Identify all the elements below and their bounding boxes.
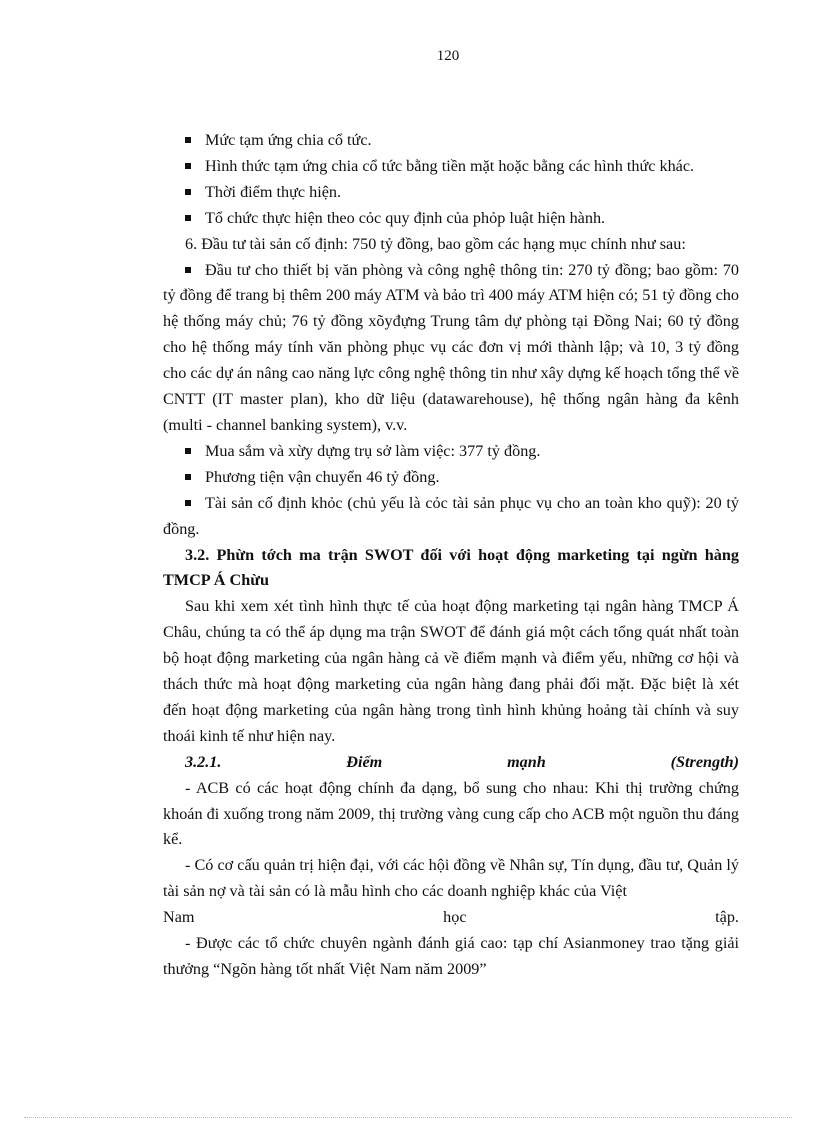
intro-paragraph: Sau khi xem xét tình hình thực tế của hoạt động marketing tại ngân hàng TMCP Á Châu, chúng ta có thể áp dụng ma trận SWOT để đánh giá một cách tổng quát nhất toàn bộ hoạt động marketing của ngân hàng cả về điểm mạnh và điểm yếu, những cơ hội và thách thức mà hoạt động marketing của ngân hàng đang phải đối mặt. Đặc biệt là xét đến hoạt động marketing của ngân hàng trong tình hình khủng hoảng tài chính và suy thoái kinh tế như hiện nay.: [163, 597, 739, 745]
bullet-item: Đầu tư cho thiết bị văn phòng và công nghệ thông tin: 270 tỷ đồng; bao gồm: 70 tỷ đồng để trang bị thêm 200 máy ATM và bảo trì 400 máy ATM hiện có; 51 tỷ đồng cho hệ thống máy chủ; 76 tỷ đồng xõyđựng Trung tâm dự phòng tại Đồng Nai; 60 tỷ đồng cho hệ thống máy tính văn phòng phục vụ các đơn vị mới thành lập; và 10, 3 tỷ đồng cho các dự án nâng cao năng lực công nghệ thông tin như xây dựng kế hoạch tổng thể về CNTT (IT master plan), kho dữ liệu (datawarehouse), hệ thống ngân hàng đa kênh (multi - channel banking system), v.v.: [163, 260, 739, 434]
square-bullet-icon: [185, 448, 191, 454]
strength-item: - ACB có các hoạt động chính đa dạng, bổ sung cho nhau: Khi thị trường chứng khoán đi xuống trong năm 2009, thị trường vàng cung cấp cho ACB một nguồn thu đáng kể.: [163, 778, 739, 849]
page-number: 120: [436, 48, 460, 64]
bullet-item: Thời điểm thực hiện.: [163, 180, 739, 206]
square-bullet-icon: [185, 267, 191, 273]
subsection-word: mạnh: [507, 752, 546, 771]
strength-item: - Có cơ cấu quản trị hiện đại, với các hội đồng về Nhân sự, Tín dụng, đầu tư, Quản lý tài sản nợ và tài sản có là mẫu hình cho các doanh nghiệp khác của Việt: [163, 856, 739, 901]
square-bullet-icon: [185, 474, 191, 480]
bullet-item: Mức tạm ứng chia cổ tức.: [163, 128, 739, 154]
page-bottom-divider: [24, 1117, 792, 1118]
square-bullet-icon: [185, 189, 191, 195]
subsection-number: 3.2.1.: [185, 752, 222, 771]
strength-item: - Được các tổ chức chuyên ngành đánh giá cao: tạp chí Asianmoney trao tặng giải thưởng “Ngõn hàng tốt nhất Việt Nam năm 2009”: [163, 934, 739, 978]
section-heading: 3.2. Phừn tớch ma trận SWOT đối với hoạt động marketing tại ngừn hàng TMCP Á Chừu: [163, 545, 739, 590]
document-body: [163, 128, 739, 983]
square-bullet-icon: [185, 137, 191, 143]
paragraph-item-6: 6. Đầu tư tài sản cố định: 750 tỷ đồng, bao gồm các hạng mục chính như sau:: [185, 234, 686, 253]
bullet-item: Mua sắm và xừy dựng trụ sở làm việc: 377 tỷ đồng.: [163, 439, 739, 465]
subsection-word: (Strength): [670, 752, 739, 771]
square-bullet-icon: [185, 500, 191, 506]
bullet-item: Phương tiện vận chuyển 46 tỷ đồng.: [163, 465, 739, 491]
square-bullet-icon: [185, 215, 191, 221]
bullet-item: Tài sản cố định khỏc (chủ yếu là cỏc tài sản phục vụ cho an toàn kho quỹ): 20 tỷ đồng.: [163, 493, 739, 538]
strength-item-last-line: Nam học tập.: [163, 908, 739, 927]
subsection-heading: [163, 750, 739, 776]
bullet-item: Hình thức tạm ứng chia cổ tức bằng tiền mặt hoặc bằng các hình thức khác.: [163, 154, 739, 180]
bullet-item: Tổ chức thực hiện theo cỏc quy định của phỏp luật hiện hành.: [163, 206, 739, 232]
subsection-word: Điểm: [346, 752, 383, 771]
square-bullet-icon: [185, 163, 191, 169]
